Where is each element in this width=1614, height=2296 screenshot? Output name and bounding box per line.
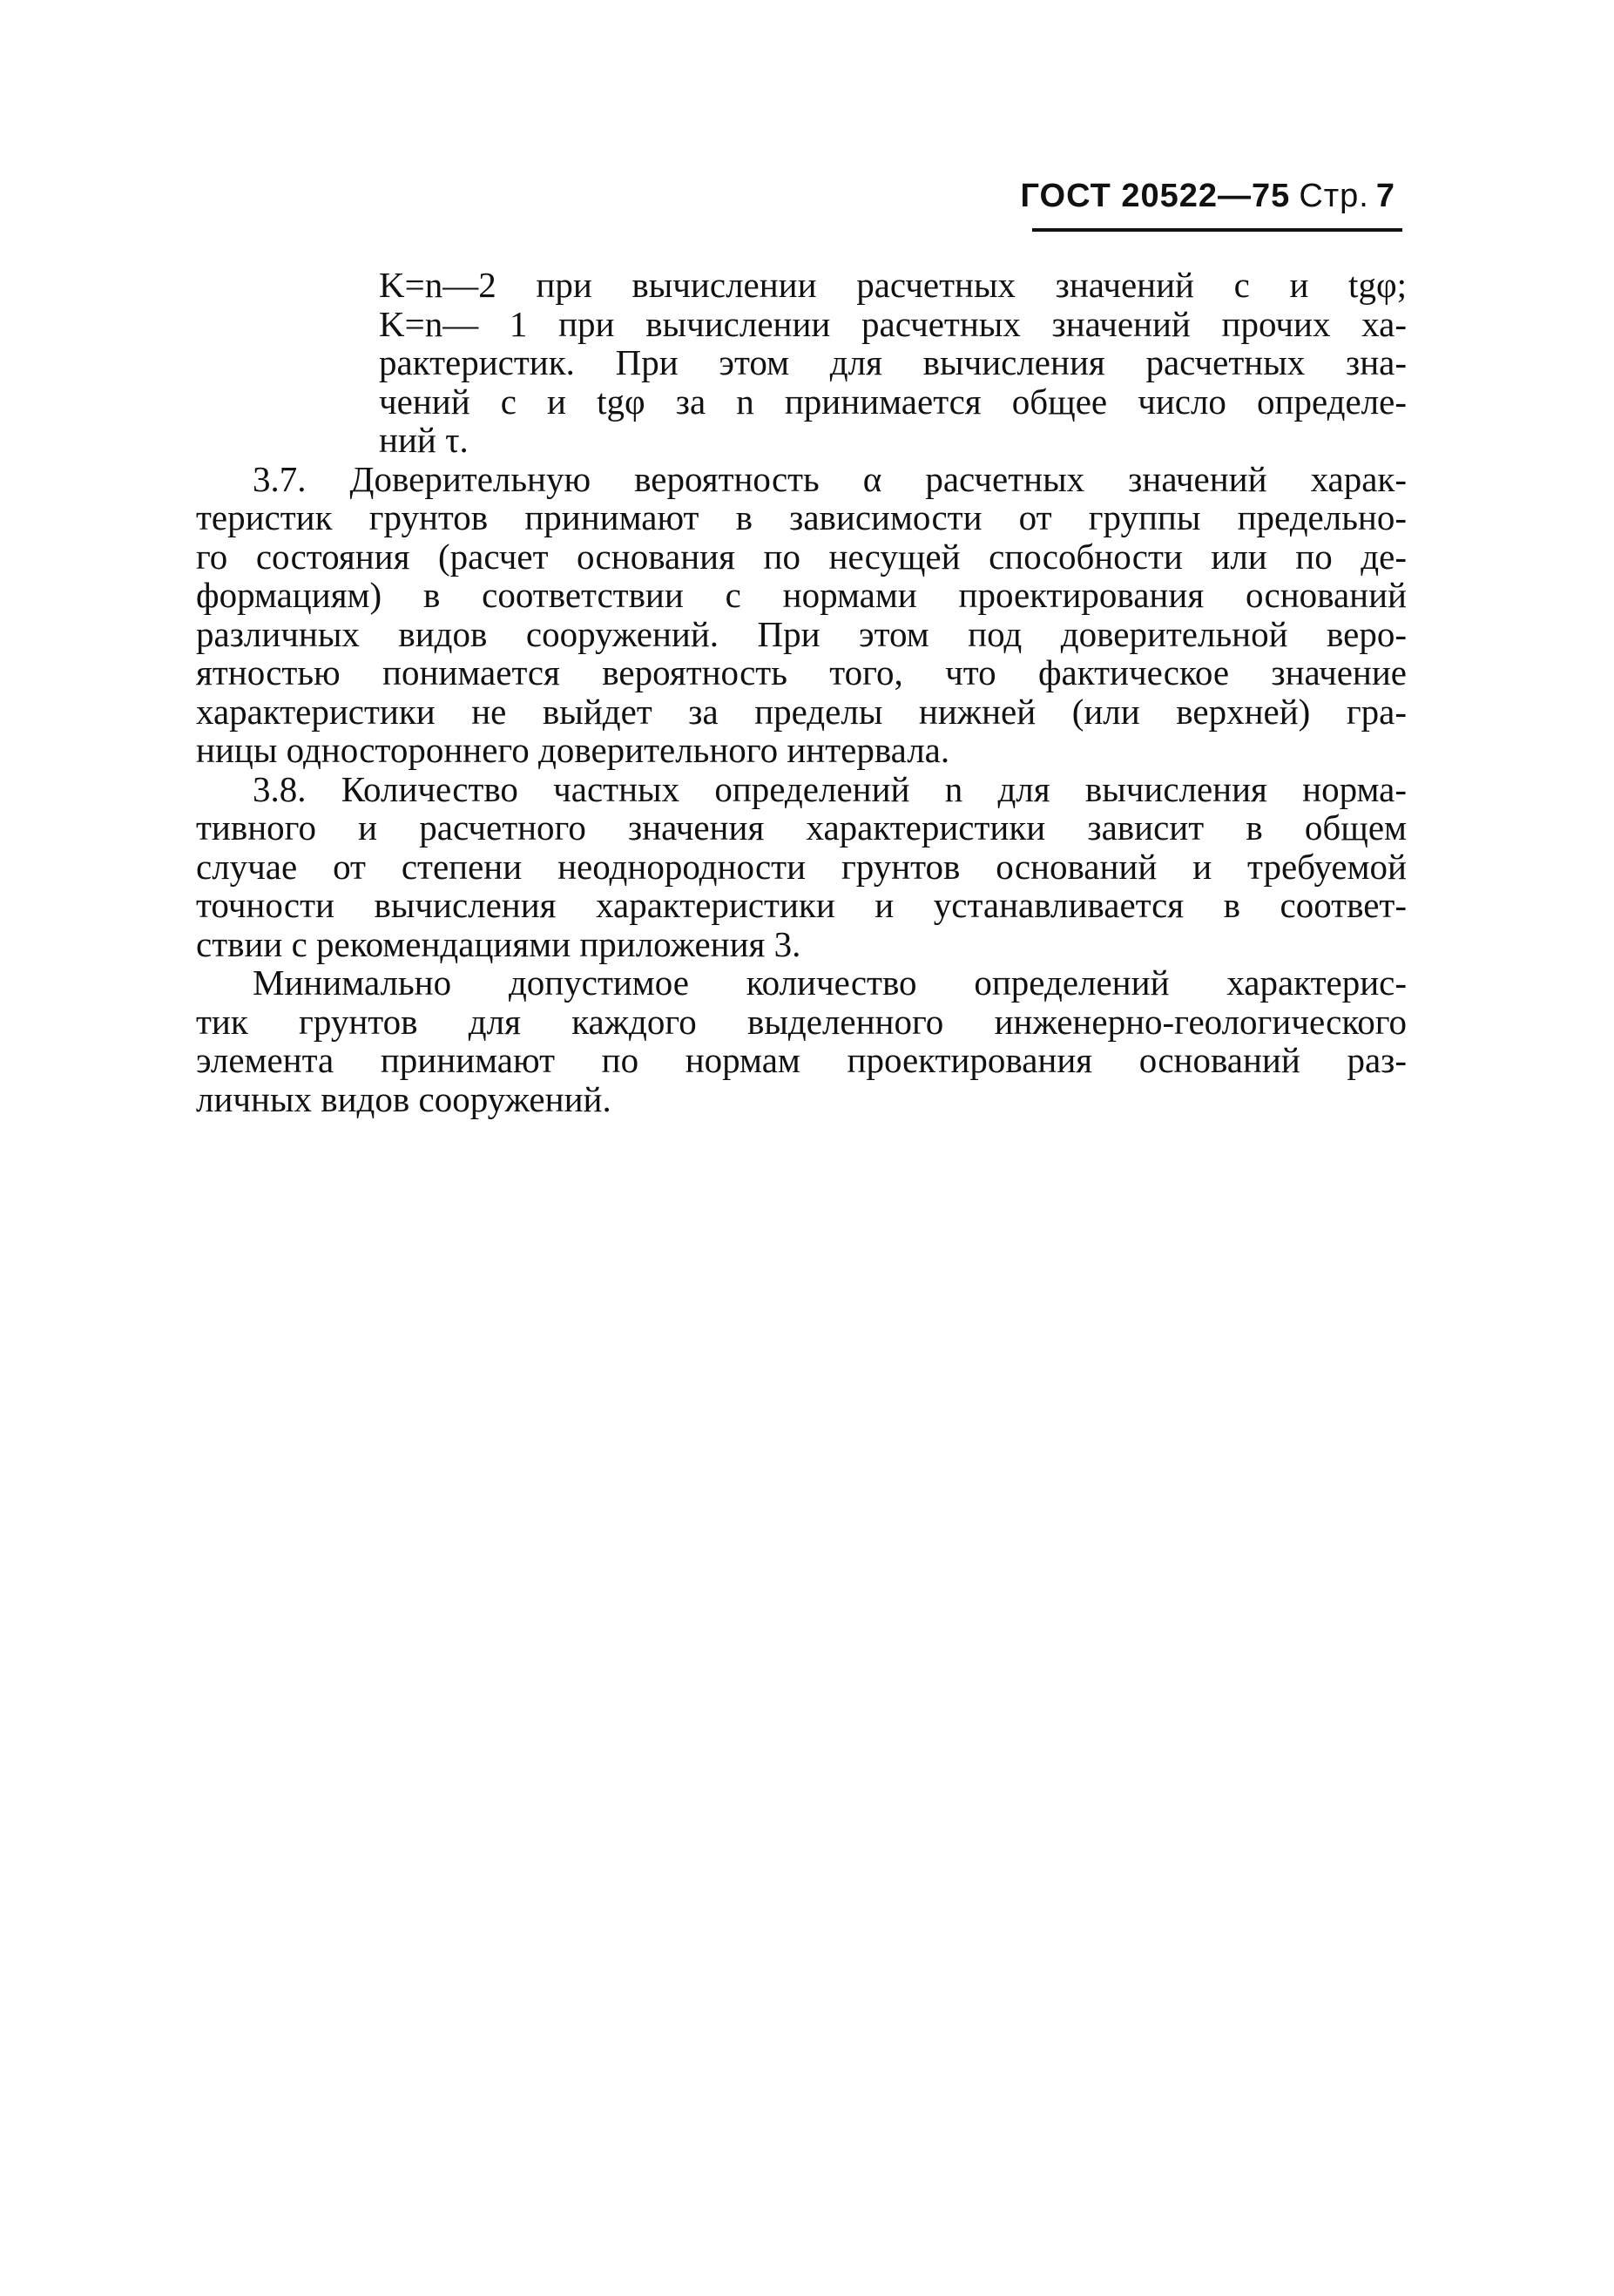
page-header <box>1020 174 1402 232</box>
text-line: случае от степени неоднородности грунтов оснований и требуемой <box>196 846 1407 887</box>
header-text <box>1021 178 1396 215</box>
text-line: го состояния (расчет основания по несущей способности или по де- <box>196 536 1407 577</box>
paragraph-3-8 <box>196 770 1407 964</box>
document-body <box>196 266 1407 1118</box>
text-line: формациям) в соответствии с нормами проектирования оснований <box>196 575 1407 615</box>
text-line: характеристики не выйдет за пределы нижней (или верхней) гра- <box>196 691 1407 732</box>
text-line: 3.8. Количество частных определений n для вычисления норма- <box>253 768 1407 809</box>
text-line: точности вычисления характеристики и устанавливается в соответ- <box>196 885 1407 925</box>
text-line: ний τ. <box>379 420 469 460</box>
text-line: ствии с рекомендациями приложения 3. <box>196 923 801 964</box>
text-line: Минимально допустимое количество определений характерис- <box>253 962 1407 1003</box>
k-formula-block <box>379 266 1407 460</box>
page-number: 7 <box>1375 178 1395 214</box>
text-line: чений c и tgφ за n принимается общее число определе- <box>379 381 1407 422</box>
text-line: ницы одностороннего доверительного интервала. <box>196 730 950 770</box>
text-line: различных видов сооружений. При этом под доверительной веро- <box>196 613 1407 654</box>
text-line: K=n—2 при вычислении расчетных значений c и tgφ; <box>379 265 1407 305</box>
paragraph-3-7 <box>196 460 1407 770</box>
text-line: теристик грунтов принимают в зависимости от группы предельно- <box>196 497 1407 537</box>
page-label: Стр. <box>1299 178 1369 214</box>
paragraph-minimum-count <box>196 963 1407 1118</box>
text-line: рактеристик. При этом для вычисления расчетных зна- <box>379 342 1407 382</box>
text-line: тивного и расчетного значения характеристики зависит в общем <box>196 807 1407 847</box>
text-line: ятностью понимается вероятность того, что фактическое значение <box>196 652 1407 692</box>
text-line: личных видов сооружений. <box>196 1078 611 1119</box>
text-line: элемента принимают по нормам проектирования оснований раз- <box>196 1040 1407 1080</box>
text-line: K=n— 1 при вычислении расчетных значений прочих ха- <box>379 303 1407 344</box>
standard-code: ГОСТ 20522—75 <box>1020 178 1291 214</box>
text-line: 3.7. Доверительную вероятность α расчетных значений харак- <box>253 458 1407 499</box>
text-line: тик грунтов для каждого выделенного инженерно-геологического <box>196 1001 1407 1042</box>
